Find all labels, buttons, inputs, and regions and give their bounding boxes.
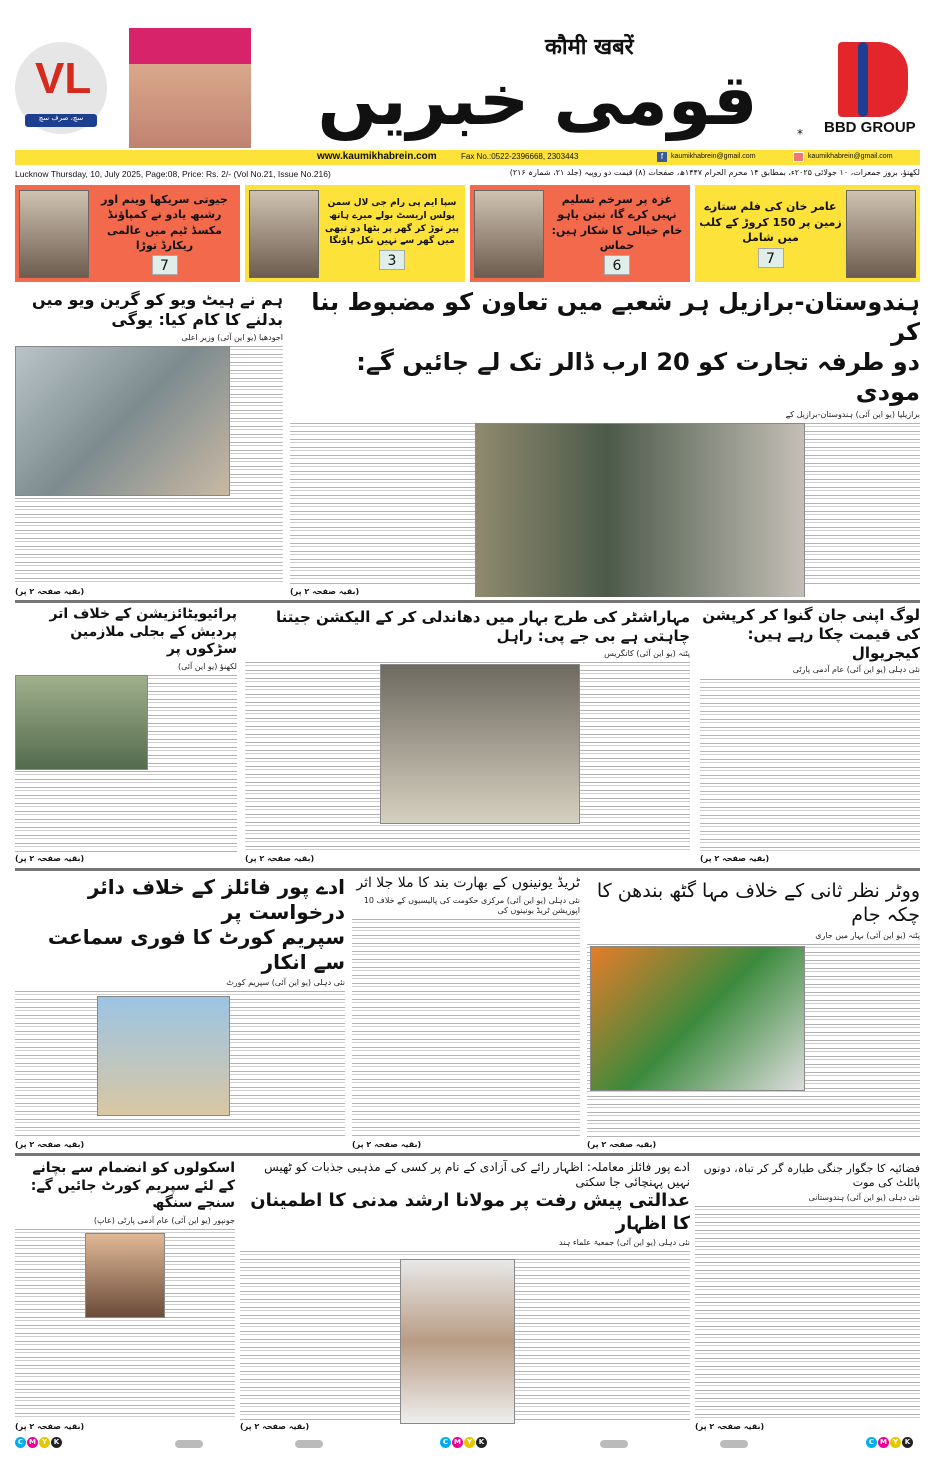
madani-headline-2[interactable]: عدالتی پیش رفت پر مولانا ارشد مدنی کا اطمینان کا اظہار — [250, 1190, 690, 1234]
modi-lead: برازیلیا (یو این آئی) ہندوستان-برازیل کے — [290, 410, 920, 420]
schools-lead: جونپور (یو این آئی) عام آدمی پارٹی (عاپ) — [15, 1216, 235, 1226]
madani-photo — [400, 1259, 515, 1424]
heatwave-headline[interactable]: ہم نے ہیٹ ویو کو گرین ویو میں بدلنے کا کام کیا: یوگی — [32, 290, 283, 329]
vote-review-body — [587, 944, 920, 1138]
modi-headline-2[interactable]: دو طرفہ تجارت کو 20 ارب ڈالر تک لے جائیں گے: مودی — [356, 348, 920, 406]
teaser-page-number: 6 — [604, 255, 630, 275]
teaser-photo — [19, 190, 89, 278]
cmyk-marker-left: C M Y K — [15, 1437, 62, 1448]
adipurush-continued[interactable]: (بقیہ صفحہ ۲ پر) — [15, 1140, 345, 1150]
email-link[interactable]: kaumikhabrein@gmail.com — [808, 153, 893, 160]
adipurush-headline-1[interactable]: ادے پور فائلز کے خلاف دائر درخواست پر — [87, 875, 345, 924]
story-kejriwal — [700, 606, 920, 864]
teaser-0[interactable] — [15, 185, 240, 282]
vote-review-headline[interactable]: ووٹر نظر ثانی کے خلاف مہا گٹھ بندھن کا چکہ جام — [596, 880, 920, 926]
website-link[interactable]: www.kaumikhabrein.com — [317, 151, 437, 162]
teaser-page-number: 7 — [758, 248, 784, 268]
bbd-logo-icon — [838, 42, 908, 117]
madani-lead: نئی دہلی (یو این آئی) جمعیۃ علماء ہند — [240, 1238, 690, 1248]
aircraft-body — [695, 1206, 920, 1420]
story-aircraft — [695, 1162, 920, 1432]
mail-icon — [793, 152, 804, 162]
registration-mark — [600, 1440, 628, 1448]
privatization-photo — [15, 675, 148, 770]
story-privatization — [15, 606, 237, 864]
adipurush-lead: نئی دہلی (یو این آئی) سپریم کورٹ — [15, 978, 345, 988]
madani-continued[interactable]: (بقیہ صفحہ ۲ پر) — [240, 1422, 690, 1432]
story-heatwave — [15, 290, 283, 597]
privatization-continued[interactable]: (بقیہ صفحہ ۲ پر) — [15, 854, 237, 864]
modi-lula-photo — [475, 423, 805, 597]
vote-review-lead: پٹنہ (یو این آئی) بہار میں جاری — [587, 931, 920, 941]
privatization-headline[interactable]: پرائیویٹائزیشن کے خلاف اتر پردیش کے بجلی ملازمین سڑکوں پر — [49, 606, 237, 657]
cmyk-marker-center: C M Y K — [440, 1437, 487, 1448]
schools-headline[interactable]: اسکولوں کو انضمام سے بچانے کے لئے سپریم کورٹ جائیں گے: سنجے سنگھ — [30, 1160, 235, 1211]
heatwave-lead: اجودھیا (یو این آئی) وزیر اعلی — [15, 333, 283, 343]
registration-mark — [295, 1440, 323, 1448]
vote-review-continued[interactable]: (بقیہ صفحہ ۲ پر) — [587, 1140, 920, 1150]
teaser-photo — [249, 190, 319, 278]
trade-union-headline[interactable]: ٹریڈ یونینوں کے بھارت بند کا ملا جلا اثر — [356, 875, 580, 891]
teaser-3[interactable] — [695, 185, 920, 282]
schools-continued[interactable]: (بقیہ صفحہ ۲ پر) — [15, 1422, 235, 1432]
title-hindi: कौमी खबरें — [545, 35, 634, 60]
story-madani — [240, 1160, 690, 1432]
rahul-headline[interactable]: مہاراشٹر کی طرح بہار میں دھاندلی کر کے الیکشن جیتنا چاہتی ہے بی جے پی: راہل — [275, 608, 690, 645]
adipurush-headline-2[interactable]: سپریم کورٹ کا فوری سماعت سے انکار — [47, 925, 345, 974]
masthead-photo — [129, 28, 251, 148]
kejriwal-headline[interactable]: لوگ اپنی جان گنوا کر کرپشن کی قیمت چکا رہے ہیں: کیجریوال — [702, 606, 920, 662]
cmyk-marker-right: C M Y K — [866, 1437, 913, 1448]
teaser-page-number: 7 — [152, 255, 178, 275]
teaser-photo — [846, 190, 916, 278]
rahul-continued[interactable]: (بقیہ صفحہ ۲ پر) — [245, 854, 690, 864]
aircraft-lead: نئی دہلی (یو این آئی) ہندوستانی — [695, 1193, 920, 1203]
contact-bar — [15, 150, 920, 165]
teaser-text: غزہ پر سرخم تسلیم نہیں کرے گا، نیتن یاہو خام خیالی کا شکار ہیں: حماس — [551, 192, 683, 252]
story-trade-union — [352, 875, 580, 1150]
trade-union-lead: نئی دہلی (یو این آئی) مرکزی حکومت کی پالیسیوں کے خلاف 10 اپوزیشن ٹریڈ یونینوں کی — [352, 896, 580, 917]
story-rahul — [245, 608, 690, 864]
privatization-body — [15, 675, 237, 852]
facebook-link[interactable]: kaumikhabrein@gmail.com — [671, 153, 756, 160]
teaser-text: عامر خان کی فلم ستارے زمین پر 150 کروڑ کے کلب میں شامل — [699, 200, 842, 245]
kejriwal-lead: نئی دہلی (یو این آئی) عام آدمی پارٹی — [700, 665, 920, 675]
supreme-court-photo — [97, 996, 230, 1116]
left-logo-mark: VL — [35, 54, 92, 103]
trade-union-body — [352, 919, 580, 1137]
heatwave-photo — [15, 346, 230, 496]
rahul-lead: پٹنہ (یو این آئی) کانگریس — [245, 649, 690, 659]
left-logo-tagline: سچ، صرف سچ — [25, 114, 97, 127]
rahul-body — [245, 662, 690, 852]
teaser-text: سپا ایم پی رام جی لال سمن پولس اریسٹ بولے میرے ہاتھ پیر توڑ کر گھر پر بٹھا دو تبھی میں گھر سے نہیں نکل پاؤنگا — [324, 198, 460, 247]
teaser-2[interactable] — [470, 185, 690, 282]
adipurush-body — [15, 991, 345, 1137]
newspaper-title: قومی خبریں — [317, 59, 758, 141]
madani-headline-1[interactable]: ادے پور فائلز معاملہ: اظہار رائے کی آزادی کے نام پر کسی کے مذہبی جذبات کو ٹھیس نہیں پہنچائی جا سکتی — [264, 1160, 690, 1189]
dateline-english: Lucknow Thursday, 10, July 2025, Page:08, Price: Rs. 2/- (Vol No.21, Issue No.216) — [15, 169, 331, 179]
schools-body — [15, 1229, 235, 1420]
star-mark: * — [797, 127, 803, 141]
heatwave-continued[interactable]: (بقیہ صفحہ ۲ پر) — [15, 587, 283, 597]
story-adipurush — [15, 875, 345, 1150]
vote-review-photo — [590, 946, 805, 1091]
dateline-urdu: لکھنؤ، بروز جمعرات، ۱۰ جولائی ۲۰۲۵ء، بمطابق ۱۴ محرم الحرام ۱۴۴۷ھ، صفحات (۸) قیمت دو روپیہ (جلد ۲۱، شمارہ ۲۱۶) — [509, 168, 920, 177]
registration-mark — [175, 1440, 203, 1448]
kejriwal-continued[interactable]: (بقیہ صفحہ ۲ پر) — [700, 854, 920, 864]
heatwave-body — [15, 346, 283, 584]
teaser-1[interactable] — [245, 185, 465, 282]
teaser-page-number: 3 — [379, 250, 405, 270]
left-logo — [15, 42, 107, 134]
story-schools — [15, 1160, 235, 1432]
story-modi-brazil — [290, 287, 920, 597]
madani-body — [240, 1251, 690, 1419]
privatization-lead: لکھنؤ (یو این آئی) — [15, 662, 237, 672]
fax-number: Fax No.:0522-2396668, 2303443 — [461, 152, 579, 161]
bbd-group-label: BBD GROUP — [824, 119, 916, 136]
rahul-photo — [380, 664, 580, 824]
aircraft-headline[interactable]: فضائیہ کا جگوار جنگی طیارہ گر کر تباہ، دونوں پائلٹ کی موت — [703, 1162, 920, 1189]
teaser-photo — [474, 190, 544, 278]
sanjay-singh-photo — [85, 1233, 165, 1318]
trade-union-continued[interactable]: (بقیہ صفحہ ۲ پر) — [352, 1140, 580, 1150]
aircraft-continued[interactable]: (بقیہ صفحہ ۲ پر) — [695, 1422, 920, 1432]
kejriwal-body — [700, 679, 920, 852]
modi-continued[interactable]: (بقیہ صفحہ ۲ پر) — [290, 587, 920, 597]
modi-headline-1[interactable]: ہندوستان-برازیل ہر شعبے میں تعاون کو مضبوط بنا کر — [311, 288, 920, 346]
facebook-icon: f — [657, 152, 667, 162]
story-vote-review — [587, 880, 920, 1150]
teaser-text: جیوتی سریکھا وینم اور رشبھ یادو نے کمپاؤنڈ مکسڈ ٹیم میں عالمی ریکارڈ توڑا — [101, 192, 228, 252]
registration-mark — [720, 1440, 748, 1448]
modi-body — [290, 423, 920, 584]
